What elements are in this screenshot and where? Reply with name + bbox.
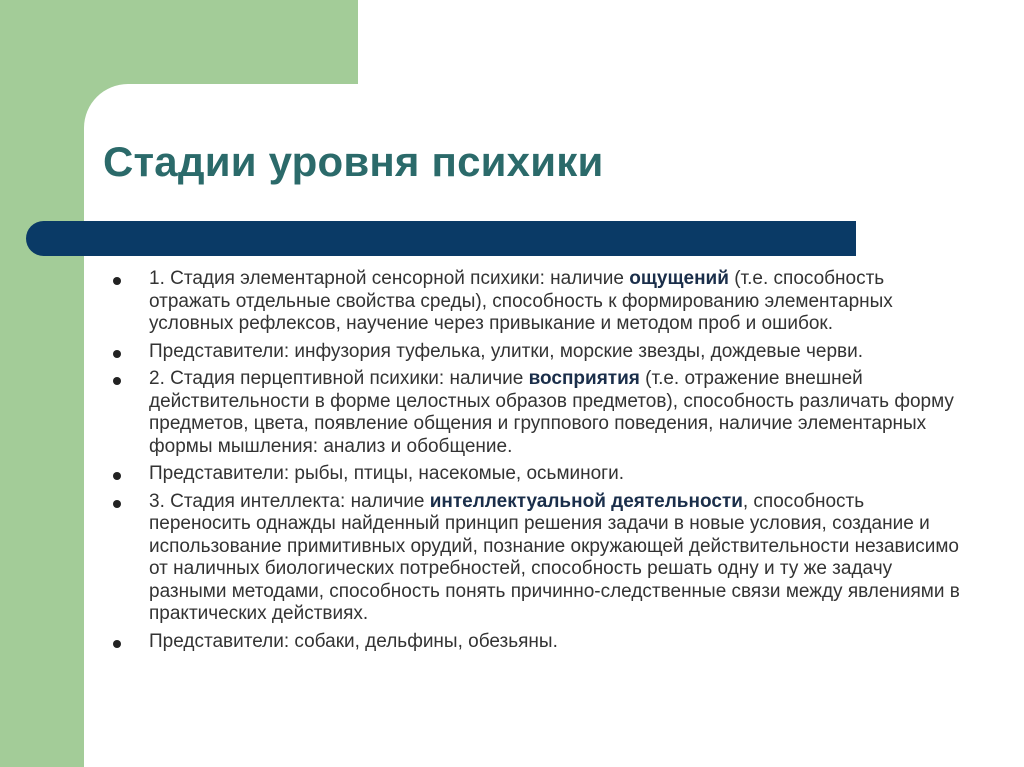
bullet-dot-icon [113,640,121,648]
slide-title: Стадии уровня психики [103,138,604,185]
item-text: Представители: собаки, дельфины, обезьяны. [149,630,558,652]
item-text: 3. Стадия интеллекта: наличие [149,490,430,512]
list-item [110,491,960,626]
list-item [110,368,960,458]
item-text-continued: (т.е. способность отражать отдельные свойства среды), способность к формированию элементарных условных рефлексов, научение через привыкание и методом проб и ошибок. [149,268,893,334]
bullet-dot-icon [113,350,121,358]
item-key-term: интеллектуальной деятельности [429,490,743,512]
item-text: 2. Стадия перцептивной психики: наличие [149,368,529,389]
bullet-dot-icon [113,277,121,285]
item-text-continued: (т.е. отражение внешней действительности в форме целостных образов предметов), способность различать форму предметов, цвета, появление общения и группового поведения, наличие элементарных формы мышления: анализ и обобщение. [149,368,954,457]
title-divider-bar [26,221,856,256]
list-item [110,463,960,486]
bullet-dot-icon [113,472,121,480]
item-text: 1. Стадия элементарной сенсорной психики: наличие [149,268,630,289]
item-key-term: ощущений [629,268,729,289]
list-item [110,341,960,364]
bullet-list [110,268,960,658]
item-text: Представители: инфузория туфелька, улитки, морские звезды, дождевые черви. [149,340,864,362]
list-item [110,268,960,336]
bullet-dot-icon [113,377,121,385]
list-item [110,631,960,654]
green-side-strip [0,0,84,767]
item-text-continued: , способность переносить однажды найденный принцип решения задачи в новые условия, создание и использование примитивных орудий, познание окружающей действительности независимо от наличных биологических потребностей, способность решать одну и ту же задачу разными методами, способность понять причинно-следственные связи между явлениями в практических действиях. [149,490,960,624]
bullet-dot-icon [113,500,121,508]
item-key-term: восприятия [528,368,640,389]
item-text: Представители: рыбы, птицы, насекомые, осьминоги. [149,463,625,484]
